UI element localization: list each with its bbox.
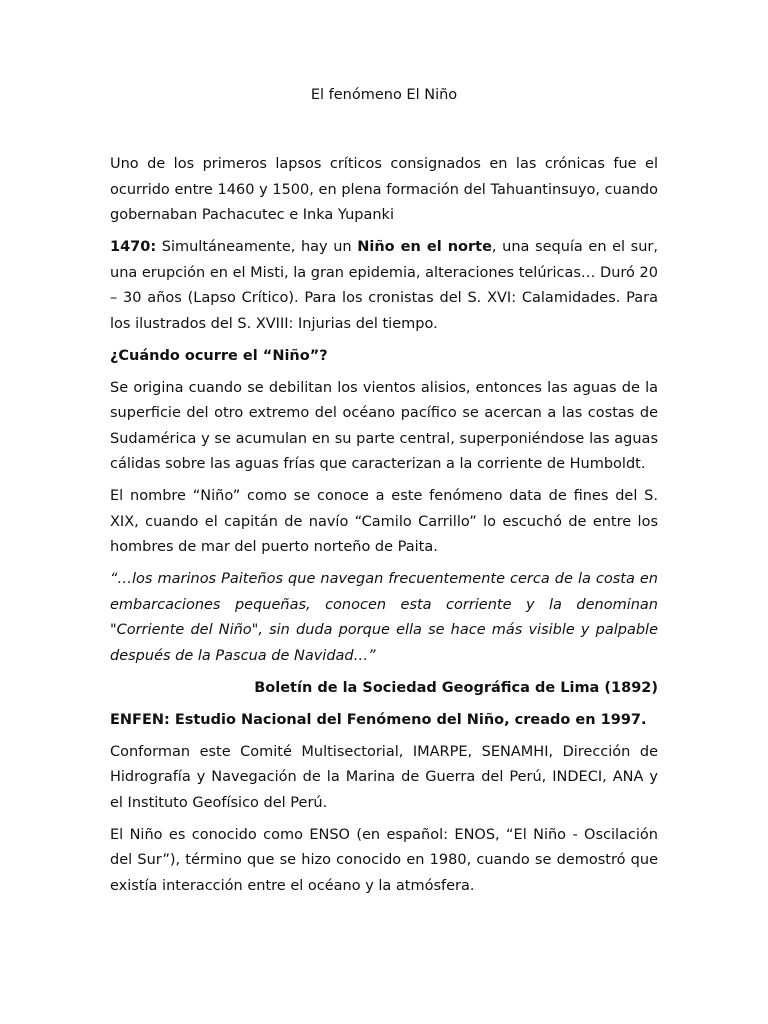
document-page: [110, 82, 658, 906]
quote-source: Boletín de la Sociedad Geográfica de Lima (1892): [254, 679, 658, 696]
paragraph-comite: Conforman este Comité Multisectorial, IMARPE, SENAMHI, Dirección de Hidrografía y Navegación de la Marina de Guerra del Perú, INDECI, ANA y el Instituto Geofísico del Perú.: [110, 743, 658, 811]
document-title: El fenómeno El Niño: [310, 87, 458, 103]
paragraph-nombre: El nombre “Niño” como se conoce a este fenómeno data de fines del S. XIX, cuando el capitán de navío “Camilo Carrillo” lo escuchó de entre los hombres de mar del puerto norteño de Paita.: [110, 488, 658, 555]
paragraph-1470-bold-phrase: Niño en el norte: [357, 239, 492, 255]
paragraph-enso: El Niño es conocido como ENSO (en español: ENOS, “El Niño - Oscilación del Sur”), término que se hizo conocido en 1980, cuando se demostró que existía interacción entre el océano y la atmósfera.: [110, 826, 658, 894]
year-label: 1470:: [110, 239, 157, 255]
paragraph-1470-text-a: Simultáneamente, hay un: [156, 239, 358, 255]
quote-marinos: “…los marinos Paiteños que navegan frecuentemente cerca de la costa en embarcaciones pequeñas, conocen esta corriente y la denominan "Corriente del Niño", sin duda porque ella se hace más visible y palpable después de la Pascua de Navidad…”: [110, 571, 658, 664]
section-heading-cuando: ¿Cuándo ocurre el “Niño”?: [110, 347, 328, 364]
paragraph-1470-text-b: , una sequía en el sur, una erupción en el Misti, la gran epidemia, alteraciones telúricas… Duró 20 – 30 años (Lapso Crítico). Para los cronistas del S. XVI: Calamidades. Para los ilustrados del S. XVIII: Injurias del tiempo.: [110, 239, 658, 332]
paragraph-origen: Se origina cuando se debilitan los vientos alisios, entonces las aguas de la superficie del otro extremo del océano pacífico se acercan a las costas de Sudamérica y se acumulan en su parte central, superponiéndose las aguas cálidas sobre las aguas frías que caracterizan a la corriente de Humboldt.: [110, 379, 658, 472]
section-heading-enfen: ENFEN: Estudio Nacional del Fenómeno del Niño, creado en 1997.: [110, 711, 647, 728]
paragraph-1470: [110, 235, 658, 337]
paragraph-tahuantinsuyo: Uno de los primeros lapsos críticos consignados en las crónicas fue el ocurrido entre 1460 y 1500, en plena formación del Tahuantinsuyo, cuando gobernaban Pachacutec e Inka Yupanki: [110, 156, 658, 223]
